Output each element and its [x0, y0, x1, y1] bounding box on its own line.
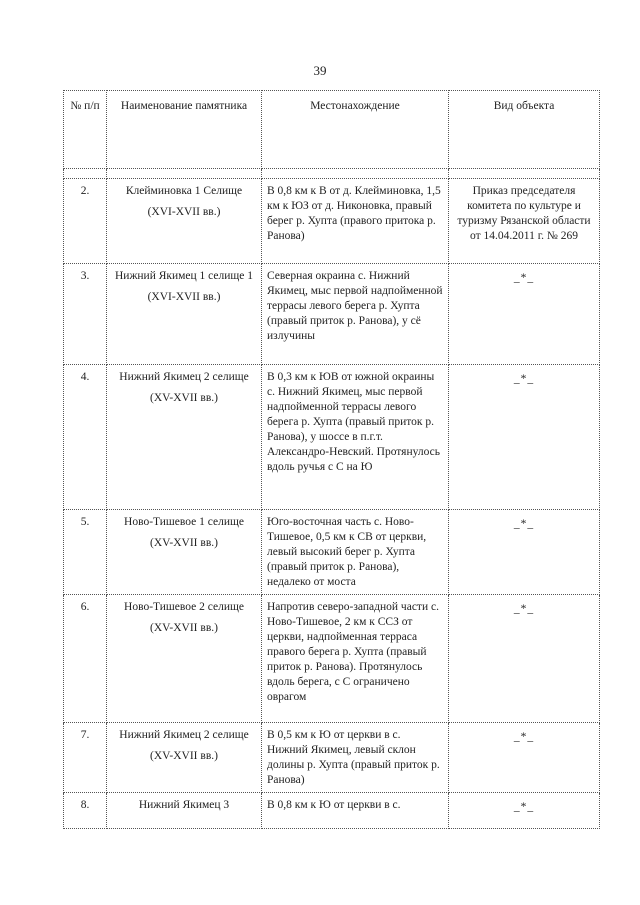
row-location: В 0,8 км к Ю от церкви в с.	[262, 793, 449, 829]
row-name: Нижний Якимец 3	[138, 799, 230, 811]
row-location: В 0,5 км к Ю от церкви в с. Нижний Якимец, левый склон долины р. Хупта (правый приток р. Ранова)	[262, 723, 449, 793]
row-num: 6.	[64, 595, 107, 723]
row-name-cell	[107, 179, 262, 264]
row-num: 2.	[64, 179, 107, 264]
spacer-row	[64, 169, 600, 179]
row-location: Северная окраина с. Нижний Якимец, мыс первой надпойменной террасы левого берега р. Хупта (правый приток р. Ранова), у сё излучины	[262, 264, 449, 365]
row-num: 5.	[64, 510, 107, 595]
row-name-cell	[107, 510, 262, 595]
row-type: _*_	[513, 272, 535, 284]
row-type: Приказ председателя комитета по культуре и туризму Рязанской области от 14.04.2011 г. № 269	[449, 179, 600, 264]
row-num: 3.	[64, 264, 107, 365]
row-period: (XV-XVII вв.)	[150, 537, 218, 549]
row-type: _*_	[513, 373, 535, 385]
row-type-cell	[449, 595, 600, 723]
header-name: Наименование памятника	[107, 91, 262, 169]
row-name-cell	[107, 793, 262, 829]
row-type: _*_	[513, 518, 535, 530]
table-row	[64, 793, 600, 829]
table-row	[64, 510, 600, 595]
table-header-row	[64, 91, 600, 169]
row-name: Ново-Тишевое 1 селище	[124, 516, 244, 528]
row-type: _*_	[513, 731, 535, 743]
table-row	[64, 365, 600, 510]
row-period: (XVI-XVII вв.)	[147, 206, 221, 218]
row-period: (XV-XVII вв.)	[150, 392, 218, 404]
row-period: (XV-XVII вв.)	[150, 622, 218, 634]
row-num: 8.	[64, 793, 107, 829]
row-type: _*_	[513, 603, 535, 615]
row-name: Нижний Якимец 2 селище	[119, 729, 249, 741]
table-row	[64, 723, 600, 793]
row-period: (XVI-XVII вв.)	[147, 291, 221, 303]
row-name: Нижний Якимец 2 селище	[119, 371, 249, 383]
table-row	[64, 179, 600, 264]
row-location: Напротив северо-западной части с. Ново-Тишевое, 2 км к ССЗ от церкви, надпойменная терраса правого берега р. Хупта (правый приток р. Ранова). Протянулось вдоль берега, с С ограничено оврагом	[262, 595, 449, 723]
row-type-cell	[449, 264, 600, 365]
row-period: (XV-XVII вв.)	[150, 750, 218, 762]
row-type-cell	[449, 365, 600, 510]
row-name: Клейминовка 1 Селище	[125, 185, 243, 197]
row-type-cell	[449, 793, 600, 829]
row-type-cell	[449, 510, 600, 595]
row-num: 4.	[64, 365, 107, 510]
row-name-cell	[107, 365, 262, 510]
row-type: _*_	[513, 801, 535, 813]
monuments-table	[63, 90, 600, 829]
row-type-cell	[449, 723, 600, 793]
header-location: Местонахождение	[262, 91, 449, 169]
row-name-cell	[107, 264, 262, 365]
row-num: 7.	[64, 723, 107, 793]
row-location: В 0,8 км к В от д. Клейминовка, 1,5 км к ЮЗ от д. Никоновка, правый берег р. Хупта (правого притока р. Ранова)	[262, 179, 449, 264]
table-row	[64, 595, 600, 723]
row-location: Юго-восточная часть с. Ново-Тишевое, 0,5 км к СВ от церкви, левый высокий берег р. Хупта (правый приток р. Ранова), недалеко от моста	[262, 510, 449, 595]
page-number: 39	[313, 63, 327, 78]
row-name-cell	[107, 723, 262, 793]
row-name: Ново-Тишевое 2 селище	[124, 601, 244, 613]
row-name: Нижний Якимец 1 селище 1	[114, 270, 254, 282]
row-name-cell	[107, 595, 262, 723]
header-num: № п/п	[64, 91, 107, 169]
row-location: В 0,3 км к ЮВ от южной окраины с. Нижний Якимец, мыс первой надпойменной террасы левого берега р. Хупта (правый приток р. Ранова), у шоссе в п.г.т. Александро-Невский. Протянулось вдоль ручья с С на Ю	[262, 365, 449, 510]
header-type: Вид объекта	[449, 91, 600, 169]
table-row	[64, 264, 600, 365]
